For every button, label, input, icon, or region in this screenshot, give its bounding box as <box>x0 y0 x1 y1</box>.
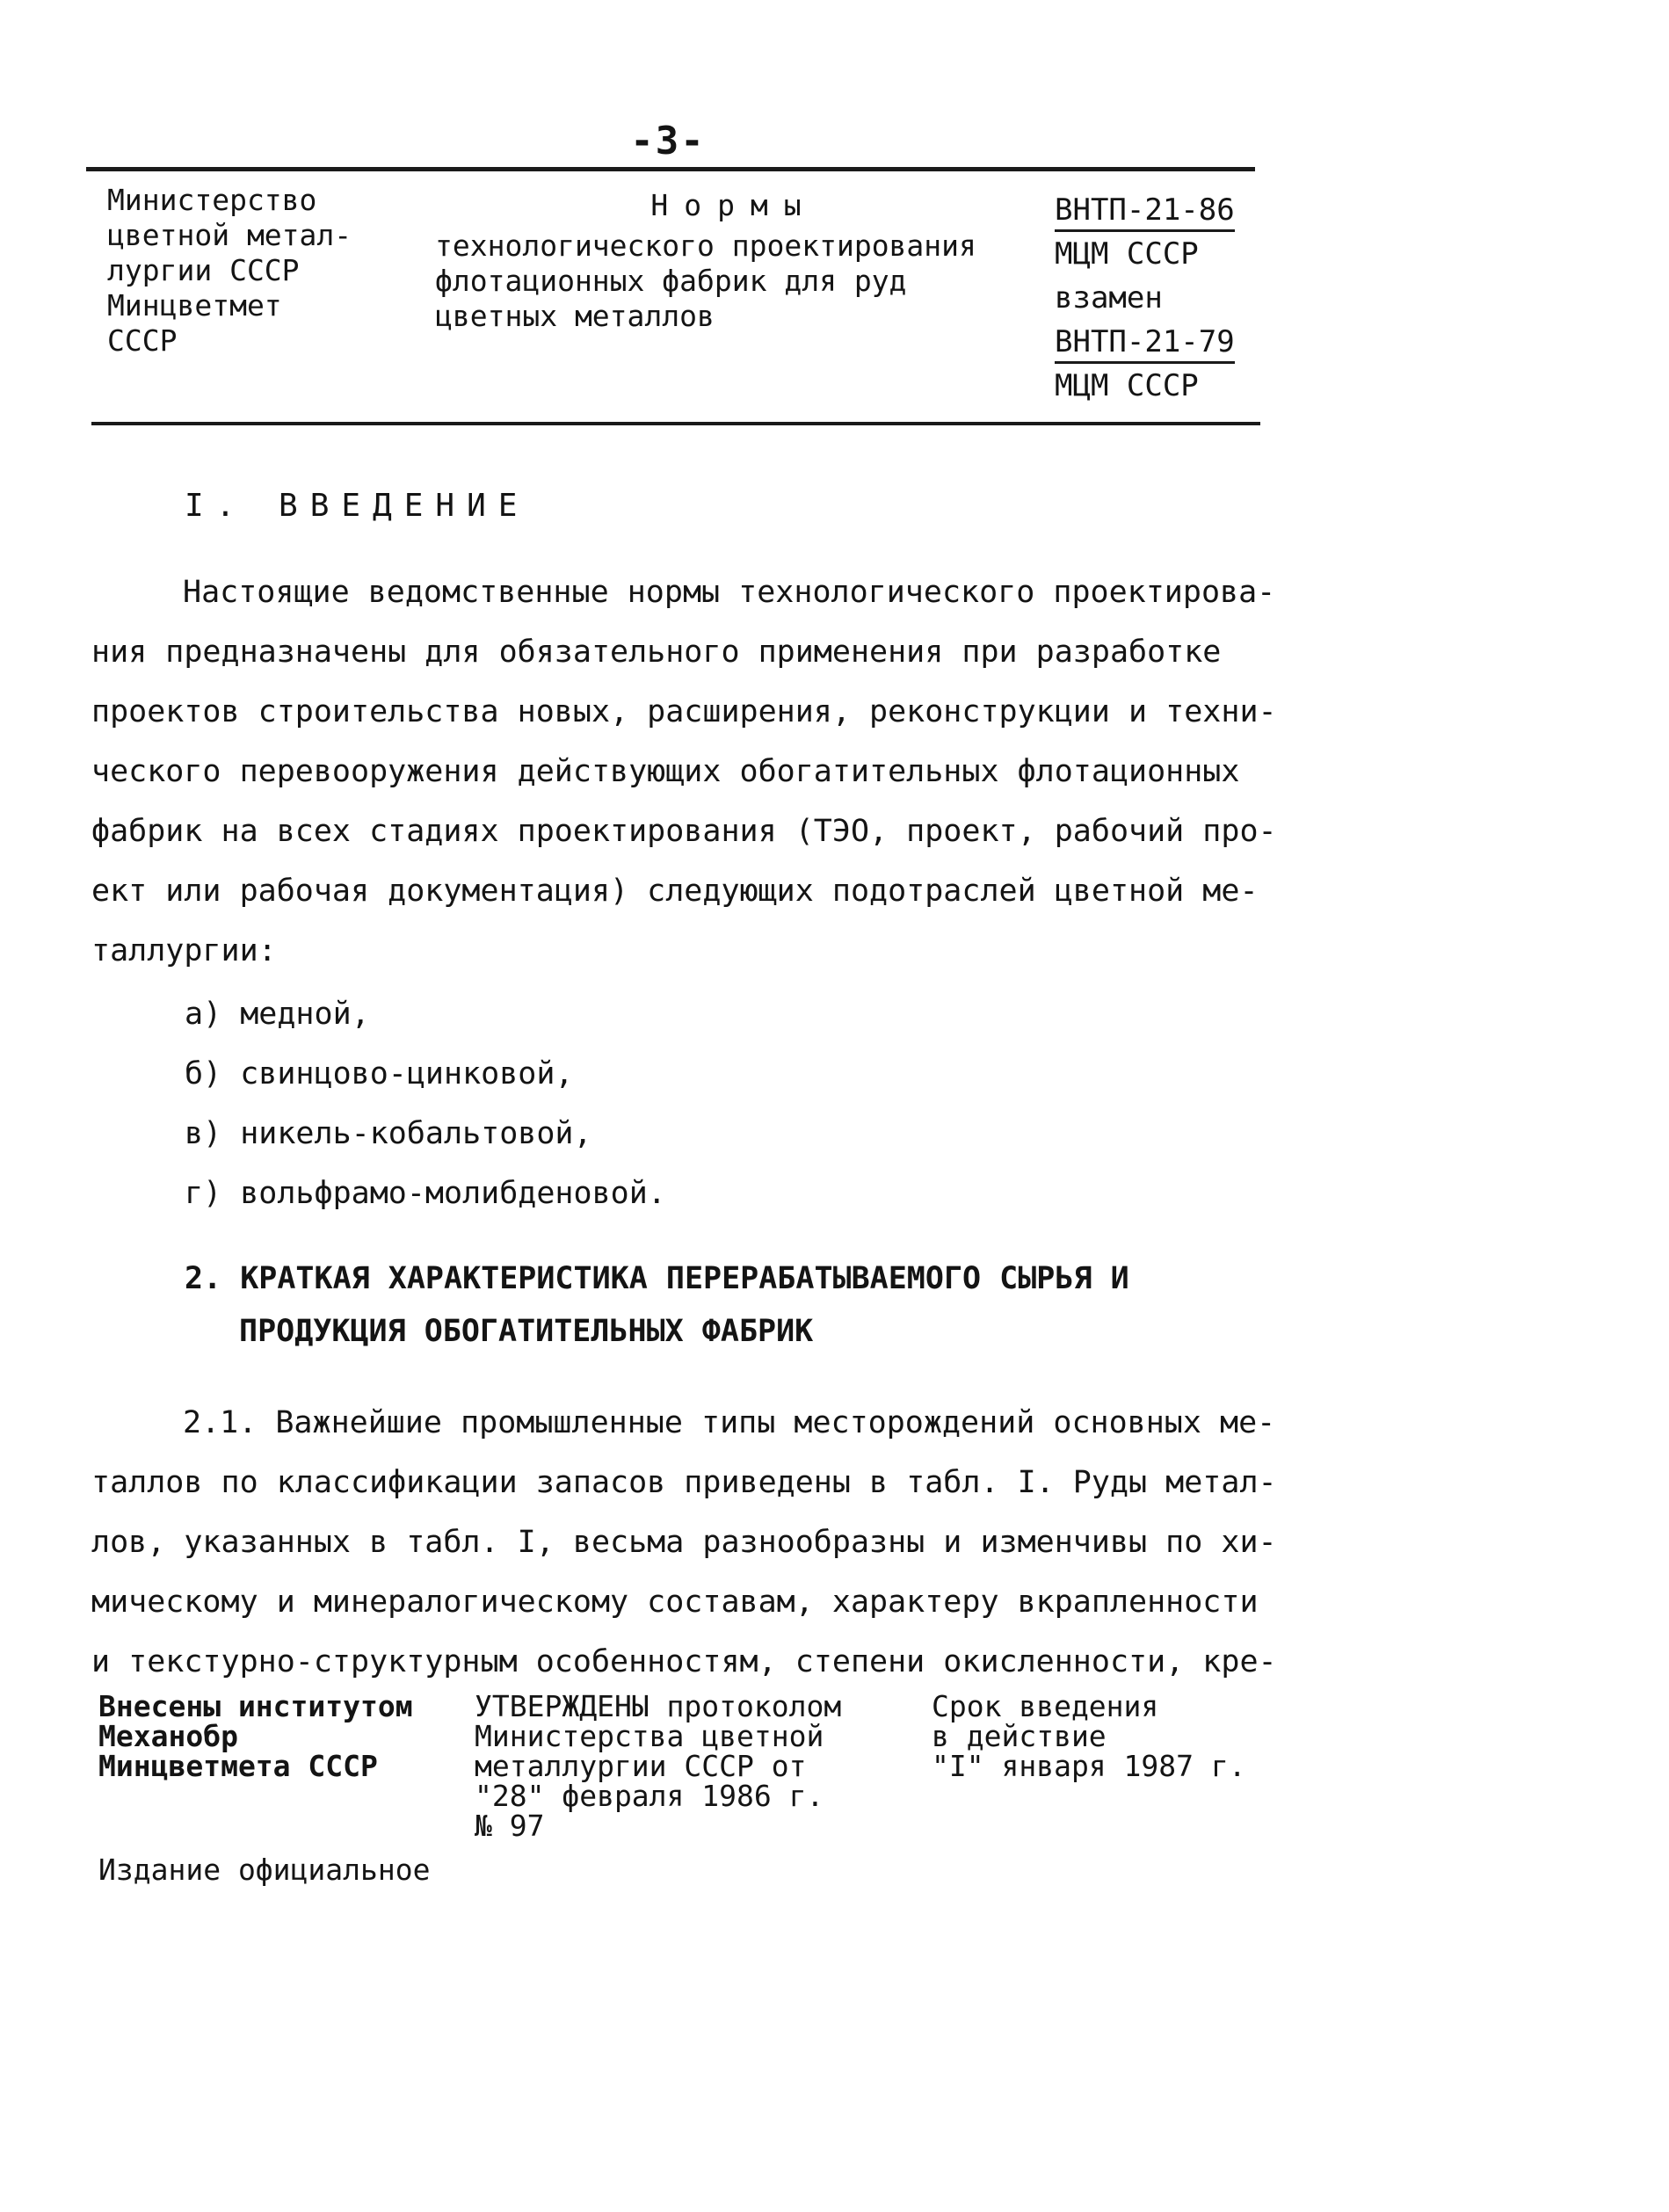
page-number: -3- <box>630 119 706 163</box>
paragraph-line: ния предназначены для обязательного применения при разработке <box>91 635 1222 670</box>
paragraph-line: фабрик на всех стадиях проектирования (ТЭО, проект, рабочий про- <box>91 814 1277 849</box>
norms-heading: Нормы <box>650 188 817 222</box>
paragraph-line: проектов строительства новых, расширения, реконструкции и техни- <box>91 694 1277 729</box>
section-1-title: I. ВВЕДЕНИЕ <box>185 488 530 524</box>
footer-line: УТВЕРЖДЕНЫ протоколом <box>475 1689 842 1723</box>
replaces-label: взамен <box>1055 280 1163 315</box>
footer-line: № 97 <box>475 1809 545 1843</box>
header-ministry-line: СССР <box>107 323 178 358</box>
subsector-list <box>185 984 666 1223</box>
official-edition-note: Издание официальное <box>98 1853 431 1887</box>
list-item: а) медной, <box>185 997 370 1032</box>
section-2-title <box>185 1252 1129 1358</box>
paragraph-line: 2.1. Важнейшие промышленные типы месторождений основных ме- <box>183 1405 1276 1440</box>
section-2-title-line: ПРОДУКЦИЯ ОБОГАТИТЕЛЬНЫХ ФАБРИК <box>239 1314 814 1349</box>
footer-line: Минцветмета СССР <box>98 1749 378 1783</box>
paragraph-line: ект или рабочая документация) следующих подотраслей цветной ме- <box>91 874 1259 909</box>
old-document-code: ВНТП-21-79 <box>1055 323 1235 364</box>
paragraph-line: и текстурно-структурным особенностям, степени окисленности, кре- <box>91 1644 1277 1679</box>
header-bottom-rule <box>91 422 1260 425</box>
footer-line: "I" января 1987 г. <box>932 1749 1246 1783</box>
paragraph-line: лов, указанных в табл. I, весьма разнообразны и изменчивы по хи- <box>91 1525 1277 1560</box>
footer-introduced-by <box>98 1689 450 1783</box>
header-ministry-line: Министерство <box>107 183 317 217</box>
title-line: цветных металлов <box>435 299 715 333</box>
header-ministry <box>107 183 424 359</box>
paragraph-line: Настоящие ведомственные нормы технологического проектирова- <box>183 575 1276 610</box>
list-item: б) свинцово-цинковой, <box>185 1056 574 1091</box>
footer-line: "28" февраля 1986 г. <box>475 1779 824 1813</box>
list-item: в) никель-кобальтовой, <box>185 1116 592 1151</box>
header-document-title <box>435 188 1033 334</box>
paragraph-2-1 <box>91 1393 1277 1692</box>
header-ministry-line: цветной метал- <box>107 218 352 252</box>
footer-line: Механобр <box>98 1719 238 1753</box>
paragraph-line: таллургии: <box>91 933 277 968</box>
footer-line: металлургии СССР от <box>475 1749 807 1783</box>
list-item: г) вольфрамо-молибденовой. <box>185 1176 666 1211</box>
footer-approved <box>475 1689 896 1843</box>
intro-paragraph <box>91 562 1277 981</box>
footer-line: в действие <box>932 1719 1107 1753</box>
paragraph-line: мическому и минералогическому составам, характеру вкрапленности <box>91 1585 1259 1620</box>
footer-line: Министерства цветной <box>475 1719 824 1753</box>
footer-effective-date <box>932 1689 1283 1783</box>
footer-line: Внесены институтом <box>98 1689 413 1723</box>
paragraph-line: ческого перевооружения действующих обогатительных флотационных <box>91 754 1240 789</box>
document-org: МЦМ СССР <box>1055 236 1199 272</box>
section-2-title-line: 2. КРАТКАЯ ХАРАКТЕРИСТИКА ПЕРЕРАБАТЫВАЕМОГО СЫРЬЯ И <box>185 1261 1129 1296</box>
header-top-rule <box>86 167 1255 171</box>
footer-line: Срок введения <box>932 1689 1159 1723</box>
title-line: флотационных фабрик для руд <box>435 264 907 298</box>
header-ministry-line: Минцветмет <box>107 288 282 323</box>
header-ministry-line: лургии СССР <box>107 253 300 287</box>
old-document-org: МЦМ СССР <box>1055 368 1199 403</box>
title-line: технологического проектирования <box>435 228 976 263</box>
header-document-code <box>1055 188 1257 408</box>
document-code: ВНТП-21-86 <box>1055 191 1235 232</box>
paragraph-line: таллов по классификации запасов приведены в табл. I. Руды метал- <box>91 1465 1277 1500</box>
